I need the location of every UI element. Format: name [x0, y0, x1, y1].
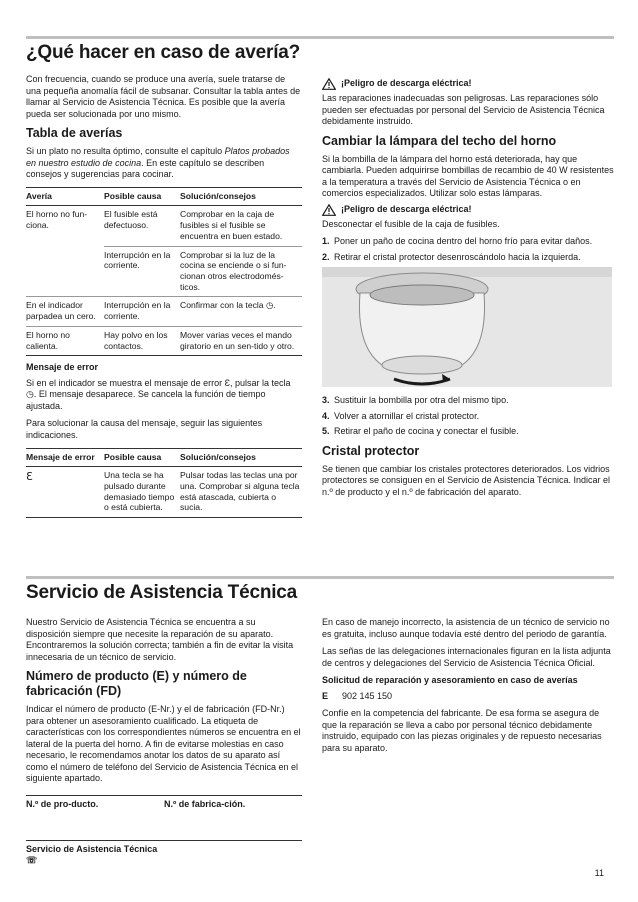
service-intro: Nuestro Servicio de Asistencia Técnica se encuentra a su disposición siempre que necesite la reparación de su aparato. Encontraremos la solución correcta; también a fin de evitar la visita innecesaria de un técnico de servicio.	[26, 617, 294, 662]
service-left-column	[26, 617, 302, 877]
cause-cell: El fusible está defectuoso.	[104, 206, 180, 246]
list-item: 2. Retirar el cristal protector desenroscándolo hacia la izquierda.	[322, 251, 581, 262]
lamp-heading: Cambiar la lámpara del techo del horno	[322, 133, 557, 148]
appliance-data-fields	[26, 795, 302, 832]
list-item: 4. Volver a atornillar el cristal protector.	[322, 410, 480, 421]
warning-text: Desconectar el fusible de la caja de fusibles.	[322, 218, 500, 229]
fault-table-heading: Tabla de averías	[26, 126, 123, 141]
solution-col-header: Solución/consejos	[180, 448, 302, 467]
solution-cell: Pulsar todas las teclas una por una. Comprobar si alguna tecla está atascada, cubierta o sucia.	[180, 467, 302, 518]
solution-cell: Confirmar con la tecla ◷.	[180, 297, 302, 326]
error-text-1: Si en el indicador se muestra el mensaje de error Ɛ, pulsar la tecla ◷. El mensaje desaparece. Se cancela la función de tiempo ajustada.	[26, 377, 291, 411]
intro-text: Con frecuencia, cuando se produce una avería, suele tratarse de una pequeña anomalía fácil de subsanar. Consultar la tabla antes de llamar al Servicio de Asistencia Técnica. Es posible que la avería pueda ser solucionada por uno mismo.	[26, 74, 301, 119]
error-message-heading: Mensaje de error	[26, 362, 99, 373]
list-item: 5. Retirar el paño de cocina y conectar el fusible.	[322, 426, 519, 437]
service-text-2: Las señas de las delegaciones internacionales figuran en la lista adjunta de centros y delegaciones del Servicio de Asistencia Técnica Oficial.	[322, 646, 611, 668]
fault-table-intro: Si un plato no resulta óptimo, consulte el capítulo Platos probados en nuestro estudio de cocina. En este capítulo se describen consejos y sugerencias para cocinar.	[26, 146, 290, 180]
lamp-glass-illustration	[322, 267, 612, 387]
table-row	[26, 297, 302, 326]
product-number-field: N.º de pro-ducto.	[26, 798, 99, 809]
section-rule	[26, 576, 614, 579]
cause-cell: Hay polvo en los contactos.	[104, 326, 180, 355]
top-rule	[26, 36, 614, 39]
service-phone-field-row	[26, 840, 302, 877]
warning-triangle-icon	[322, 204, 336, 216]
steps-list-b	[322, 395, 614, 438]
cause-cell: Una tecla se ha pulsado durante demasiado tiempo o está cubierta.	[104, 467, 180, 518]
product-number-heading: Número de producto (E) y número de fabricación (FD)	[26, 669, 247, 699]
section-title-service: Servicio de Asistencia Técnica	[26, 582, 298, 603]
fault-table	[26, 187, 302, 357]
warning-triangle-icon	[322, 78, 336, 90]
error-text-2: Para solucionar la causa del mensaje, seguir las siguientes indicaciones.	[26, 418, 263, 440]
table-row	[26, 326, 302, 355]
lamp-illustration	[322, 267, 612, 387]
fabrication-number-field: N.º de fabrica-ción.	[164, 798, 246, 809]
solution-cell: Comprobar si la luz de la cocina se enciende o si fun-cionan otros electrodomés-ticos.	[180, 246, 302, 297]
fault-cell	[26, 246, 104, 297]
cause-cell: Interrupción en la corriente.	[104, 246, 180, 297]
table-row	[26, 246, 302, 297]
repair-request-heading: Solicitud de reparación y asesoramiento en caso de averías	[322, 675, 578, 686]
error-col-header: Mensaje de error	[26, 448, 104, 467]
fault-cell: En el indicador parpadea un cero.	[26, 297, 104, 326]
service-phone	[322, 691, 614, 703]
warning-electric-shock	[322, 78, 614, 90]
troubleshooting-right-column	[322, 74, 614, 504]
warning-title: ¡Peligro de descarga eléctrica!	[341, 203, 472, 214]
warning-title: ¡Peligro de descarga eléctrica!	[341, 78, 472, 89]
table-row	[26, 467, 302, 518]
steps-list-a	[322, 236, 614, 263]
service-text-1: En caso de manejo incorrecto, la asistencia de un técnico de servicio no es gratuita, incluso aunque todavía esté dentro del periodo de garantía.	[322, 617, 610, 639]
warning-electric-shock-2	[322, 204, 614, 216]
warning-text: Las reparaciones inadecuadas son peligrosas. Las reparaciones sólo pueden ser efectuadas por personal del Servicio de Asistencia Técnica debidamente instruido.	[322, 93, 605, 127]
product-number-text: Indicar el número de producto (E-Nr.) y el de fabricación (FD-Nr.) para obtener un asesoramiento cualificado. La etiqueta de características con los correspondientes números se encuentra en el lateral de la puerta del horno. A fin de evitarse molestias en caso necesario, le recomendamos anotar los datos de su aparato así como el número de teléfono del Servicio de Asistencia Técnica en el siguiente apartado.	[26, 704, 301, 784]
solution-cell: Comprobar en la caja de fusibles si el fusible se encuentra en buen estado.	[180, 206, 302, 246]
solution-cell: Mover varias veces el mando giratorio en un sen-tido y otro.	[180, 326, 302, 355]
service-text-3: Confíe en la competencia del fabricante. De esa forma se asegura de que la reparación se lleva a cabo por personal técnico debidamente instruido, equipado con las piezas originales y de repuesto necesarias para su aparato.	[322, 708, 602, 753]
page-number: 11	[594, 868, 604, 879]
phone-number: 902 145 150	[342, 690, 393, 701]
cause-cell: Interrupción en la corriente.	[104, 297, 180, 326]
service-right-column	[322, 617, 614, 760]
lamp-text: Si la bombilla de la lámpara del horno está deteriorada, hay que cambiarla. Pueden adquirirse bombillas de recambio de 40 W resistentes a la temperatura a través del Servicio de Asistencia Técnica o en comercios especializados. Utilizar solo estas lámparas.	[322, 153, 614, 199]
solution-col-header: Solución/consejos	[180, 187, 302, 206]
troubleshooting-left-column	[26, 74, 302, 524]
cause-col-header: Posible causa	[104, 448, 180, 467]
section-title-troubleshooting: ¿Qué hacer en caso de avería?	[26, 42, 301, 63]
list-item: 3. Sustituir la bombilla por otra del mismo tipo.	[322, 395, 509, 406]
fault-col-header: Avería	[26, 187, 104, 206]
service-phone-field: Servicio de Asistencia Técnica ☏	[26, 843, 158, 866]
table-row	[26, 206, 302, 246]
list-item: 1. Poner un paño de cocina dentro del horno frío para evitar daños.	[322, 236, 593, 247]
error-table	[26, 448, 302, 519]
error-code-cell: Ɛ	[26, 467, 104, 518]
fault-cell: El horno no fun-ciona.	[26, 209, 88, 231]
fault-cell: El horno no calienta.	[26, 326, 104, 355]
glass-text: Se tienen que cambiar los cristales protectores deteriorados. Los vidrios protectores se consiguen en el Servicio de Asistencia Técnica. Indicar el n.º de producto y el n.º de fabricación del aparato.	[322, 463, 610, 497]
cause-col-header: Posible causa	[104, 187, 180, 206]
country-code: E	[322, 690, 329, 701]
glass-heading: Cristal protector	[322, 443, 420, 458]
